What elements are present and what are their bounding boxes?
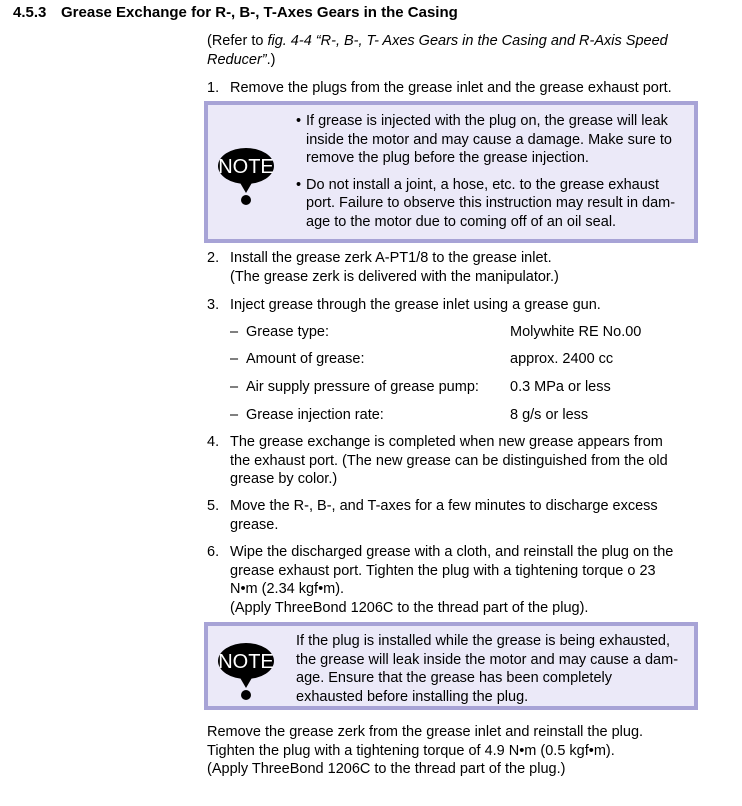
- spec-air-pressure: – Air supply pressure of grease pump: 0.3 MPa or less: [230, 379, 611, 395]
- closing-paragraph: [207, 723, 727, 779]
- spec-value: 8 g/s or less: [510, 407, 589, 423]
- spec-grease-type: – Grease type: Molywhite RE No.00: [230, 324, 642, 340]
- spec-value: 0.3 MPa or less: [510, 379, 611, 395]
- spec-label: Grease injection rate:: [246, 407, 384, 423]
- spec-value: Molywhite RE No.00: [510, 324, 642, 340]
- ref-suffix: .): [266, 51, 276, 68]
- step-text: grease exhaust port. Tighten the plug with a tightening torque o 23: [230, 562, 656, 579]
- bullet-line: inside the motor and may cause a damage. Make sure to: [306, 131, 672, 148]
- note-icon: [217, 642, 275, 702]
- note-line: the grease will leak inside the motor and may cause a dam-: [296, 651, 679, 668]
- spec-label: Air supply pressure of grease pump:: [246, 379, 479, 395]
- step-text: Wipe the discharged grease with a cloth, and reinstall the plug on the: [230, 544, 674, 560]
- figure-reference: [207, 32, 727, 69]
- note-1-bullet-1: • If grease is injected with the plug on, the grease will leak inside the motor and may cause a damage. Make sure to remove the plug before the grease injection.: [296, 112, 696, 168]
- step-text: Remove the plugs from the grease inlet and the grease exhaust port.: [230, 80, 672, 96]
- section-heading: [13, 4, 458, 23]
- step-1: [207, 79, 727, 98]
- closing-line: Remove the grease zerk from the grease inlet and reinstall the plug.: [207, 724, 644, 740]
- step-number: 1.: [207, 80, 220, 96]
- step-text: Install the grease zerk A-PT1/8 to the grease inlet.: [230, 250, 552, 266]
- step-text: Move the R-, B-, and T-axes for a few minutes to discharge excess: [230, 498, 658, 514]
- spec-label: Grease type:: [246, 324, 330, 340]
- spec-label: Amount of grease:: [246, 351, 365, 367]
- step-text: grease.: [230, 516, 279, 533]
- ref-fig: fig. 4-4: [267, 33, 312, 49]
- step-number: 4.: [207, 434, 220, 450]
- bullet-line: age to the motor due to coming off of an oil seal.: [306, 213, 617, 230]
- note-line: exhausted before installing the plug.: [296, 688, 529, 705]
- note-icon-label: NOTE: [218, 651, 274, 673]
- step-text: Inject grease through the grease inlet using a grease gun.: [230, 297, 601, 313]
- bullet-line: port. Failure to observe this instruction may result in dam-: [306, 195, 676, 211]
- step-3: [207, 296, 727, 315]
- note-icon-label: NOTE: [218, 156, 274, 178]
- step-text: (Apply ThreeBond 1206C to the thread part of the plug).: [230, 599, 589, 616]
- note-box-2: [204, 622, 698, 710]
- step-2: [207, 249, 727, 286]
- note-line: age. Ensure that the grease has been completely: [296, 670, 612, 686]
- spec-injection-rate: – Grease injection rate: 8 g/s or less: [230, 407, 589, 423]
- step-6: [207, 543, 727, 617]
- note-line: If the plug is installed while the grease is being exhausted,: [296, 633, 671, 649]
- ref-prefix: (Refer to: [207, 33, 268, 49]
- bullet-line: If grease is injected with the plug on, the grease will leak: [306, 113, 668, 129]
- step-text: N•m (2.34 kgf•m).: [230, 581, 345, 597]
- ref-quote-2: Reducer”: [207, 51, 267, 68]
- step-5: [207, 497, 727, 534]
- step-number: 5.: [207, 498, 220, 514]
- spec-amount: – Amount of grease: approx. 2400 cc: [230, 351, 614, 367]
- section-number: 4.5.3: [13, 4, 47, 21]
- note-icon: [217, 147, 275, 207]
- ref-quote: “R-, B-, T- Axes Gears in the Casing and R-Axis Speed: [311, 33, 668, 49]
- note-box-1: [204, 101, 698, 243]
- section-title: Grease Exchange for R-, B-, T-Axes Gears in the Casing: [61, 4, 458, 21]
- closing-line: (Apply ThreeBond 1206C to the thread part of the plug.): [207, 761, 566, 777]
- closing-line: Tighten the plug with a tightening torque of 4.9 N•m (0.5 kgf•m).: [207, 742, 615, 759]
- bullet-line: remove the plug before the grease injection.: [306, 150, 589, 166]
- step-text: grease by color.): [230, 471, 338, 487]
- note-1-bullet-2: • Do not install a joint, a hose, etc. to the grease exhaust port. Failure to observe this instruction may result in dam- age to the motor due to coming off of an oil seal.: [296, 176, 696, 232]
- step-text: (The grease zerk is delivered with the manipulator.): [230, 268, 559, 285]
- bullet-line: Do not install a joint, a hose, etc. to the grease exhaust: [306, 176, 660, 193]
- spec-value: approx. 2400 cc: [510, 351, 614, 367]
- step-number: 6.: [207, 544, 220, 560]
- note-1-text: [296, 112, 696, 239]
- step-text: The grease exchange is completed when new grease appears from: [230, 434, 663, 450]
- step-4: [207, 433, 727, 489]
- note-2-text: [296, 632, 696, 706]
- step-text: the exhaust port. (The new grease can be distinguished from the old: [230, 452, 668, 469]
- step-number: 2.: [207, 250, 220, 266]
- step-number: 3.: [207, 297, 220, 313]
